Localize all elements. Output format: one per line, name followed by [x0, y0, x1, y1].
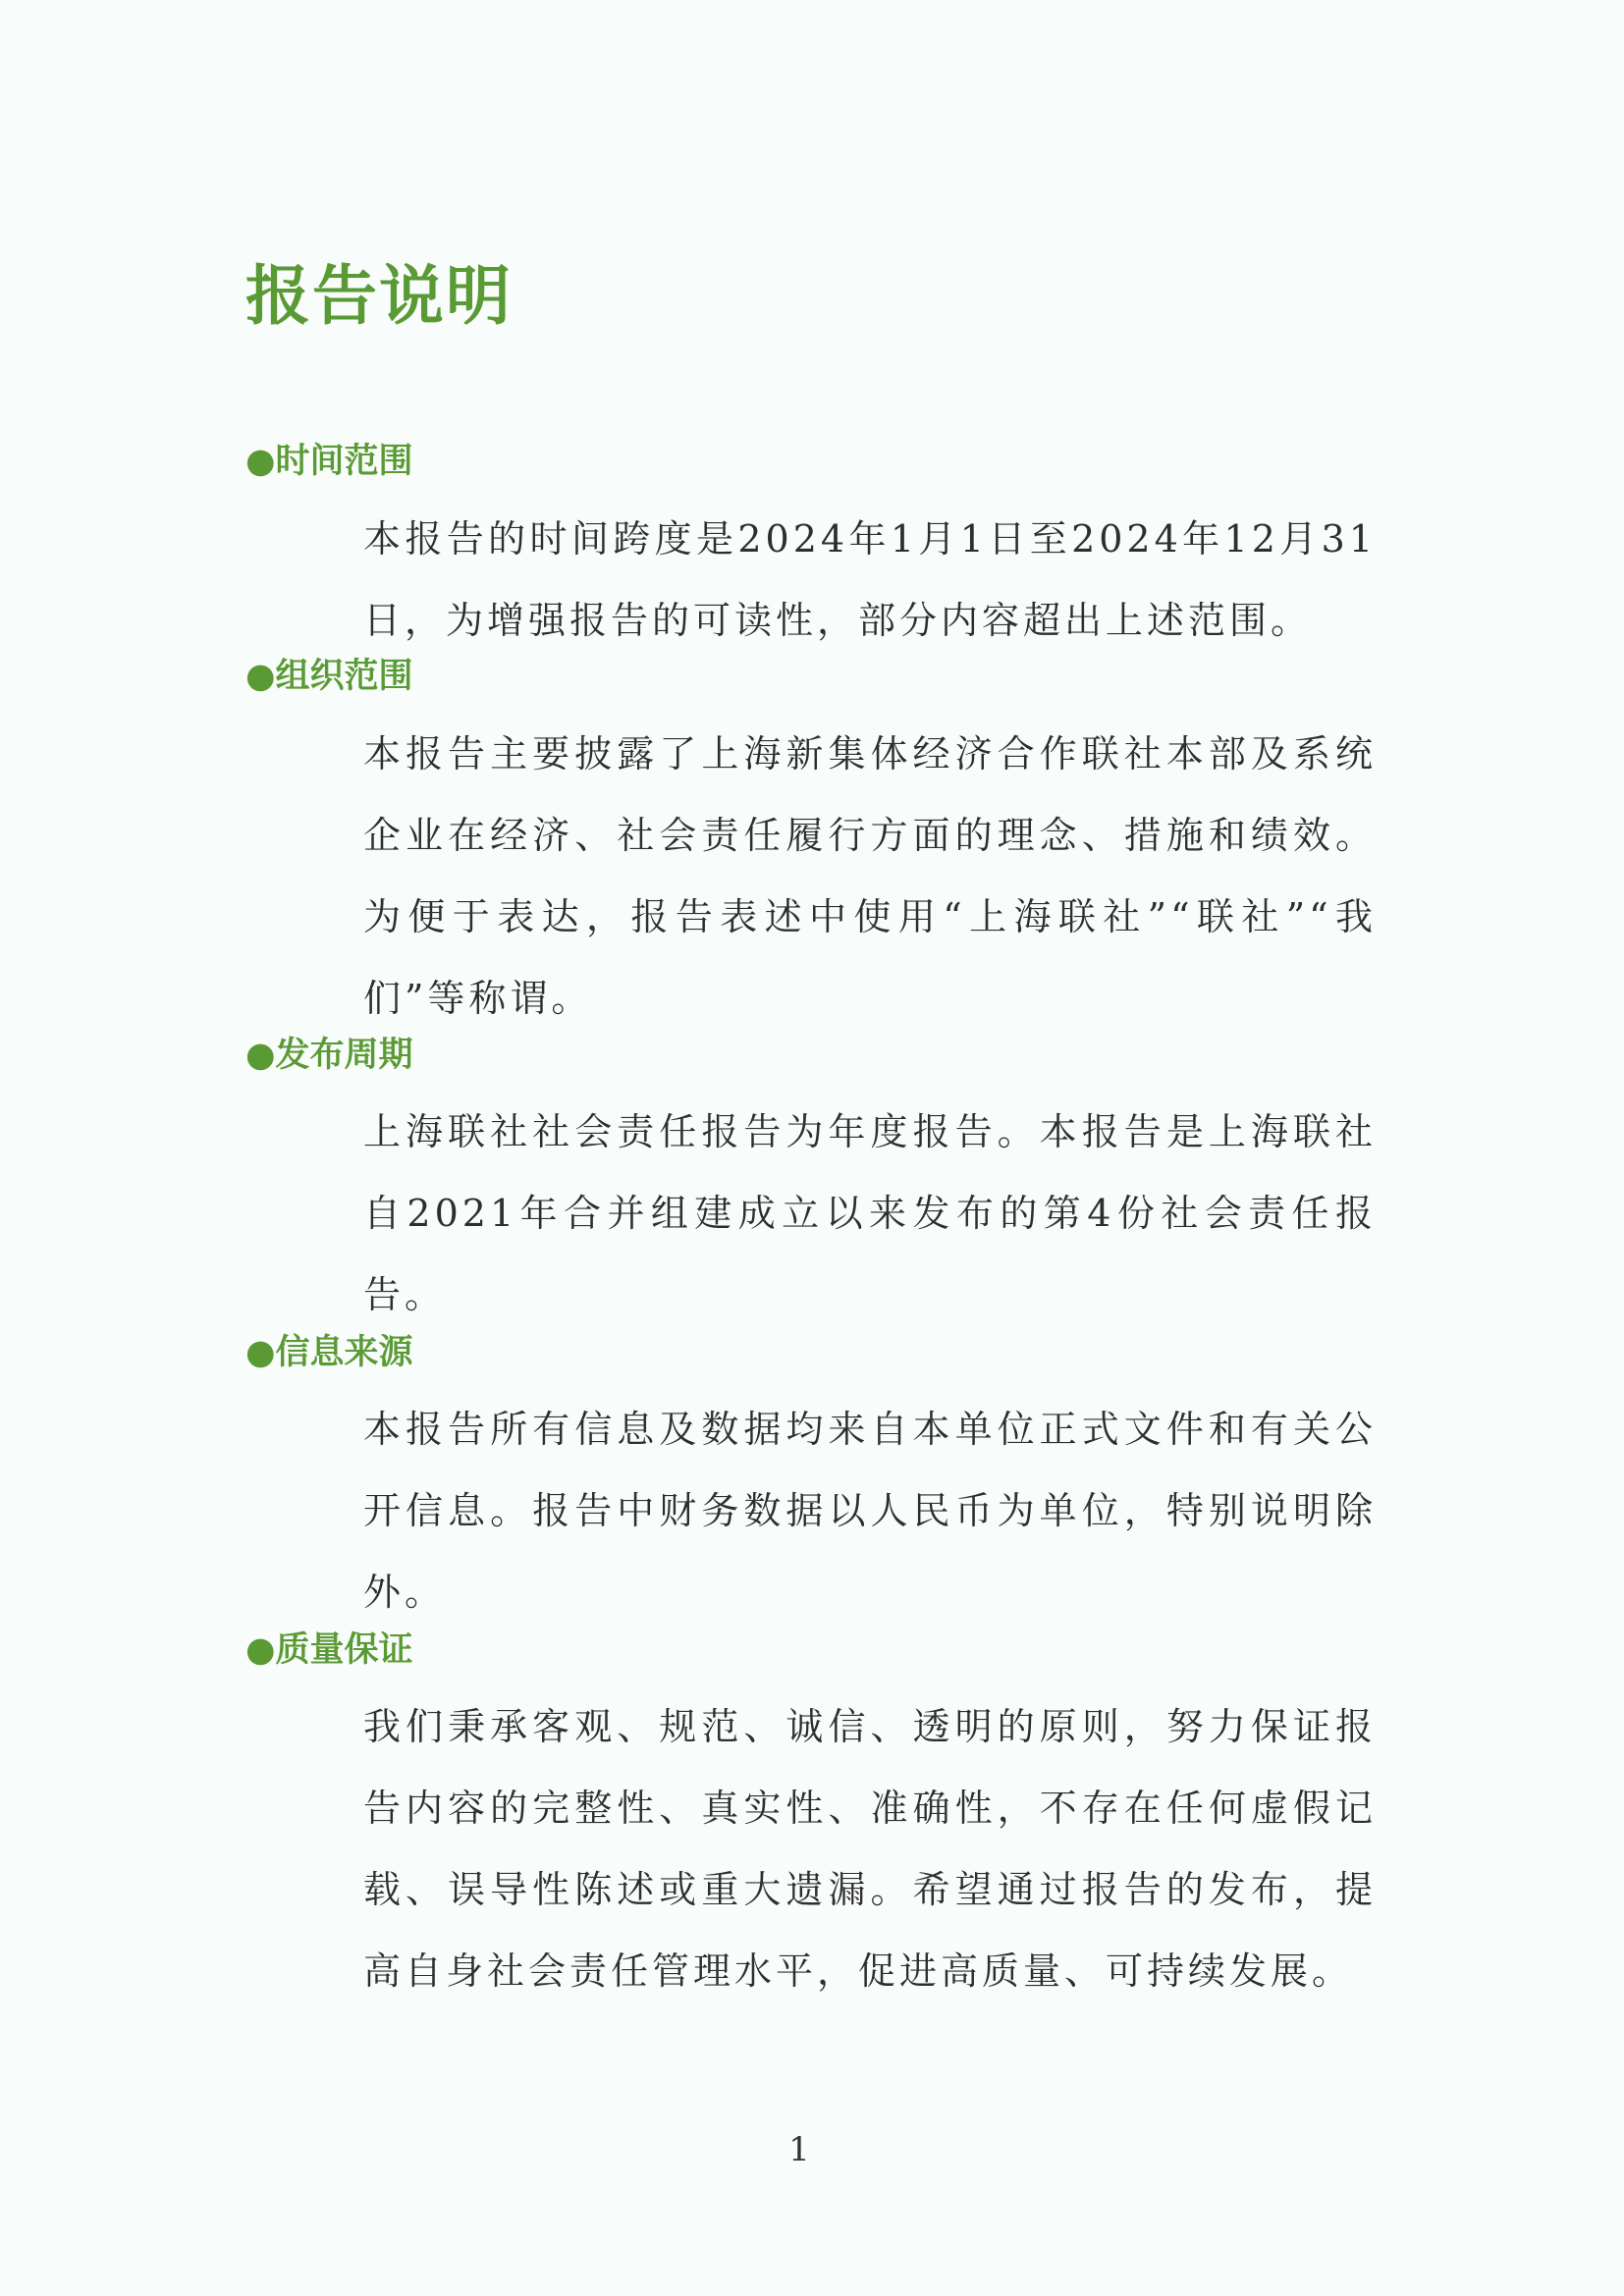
section-body-time-scope: 本报告的时间跨度是2024年1月1日至2024年12月31日，为增强报告的可读性，部分内容超出上述范围。 — [363, 517, 1377, 642]
section-heading-time-scope: ●时间范围 — [245, 442, 413, 481]
section-body-organization-scope: 本报告主要披露了上海新集体经济合作联社本部及系统企业在经济、社会责任履行方面的理念、措施和绩效。为便于表达，报告表述中使用“上海联社”“联社”“我们”等称谓。 — [363, 732, 1377, 1020]
section-heading-quality-assurance: ●质量保证 — [245, 1630, 413, 1670]
page-title: 报告说明 — [245, 258, 513, 334]
section-heading-organization-scope: ●组织范围 — [245, 657, 413, 696]
section-heading-release-cycle: ●发布周期 — [245, 1036, 413, 1075]
section-body-quality-assurance: 我们秉承客观、规范、诚信、透明的原则，努力保证报告内容的完整性、真实性、准确性，不存在任何虚假记载、误导性陈述或重大遗漏。希望通过报告的发布，提高自身社会责任管理水平，促进高质量、可持续发展。 — [363, 1705, 1377, 1993]
section-heading-information-source: ●信息来源 — [245, 1333, 413, 1372]
section-body-information-source: 本报告所有信息及数据均来自本单位正式文件和有关公开信息。报告中财务数据以人民币为单位，特别说明除外。 — [363, 1408, 1377, 1614]
page-number: 1 — [788, 2130, 810, 2169]
section-body-release-cycle: 上海联社社会责任报告为年度报告。本报告是上海联社自2021年合并组建成立以来发布的第4份社会责任报告。 — [363, 1110, 1377, 1316]
